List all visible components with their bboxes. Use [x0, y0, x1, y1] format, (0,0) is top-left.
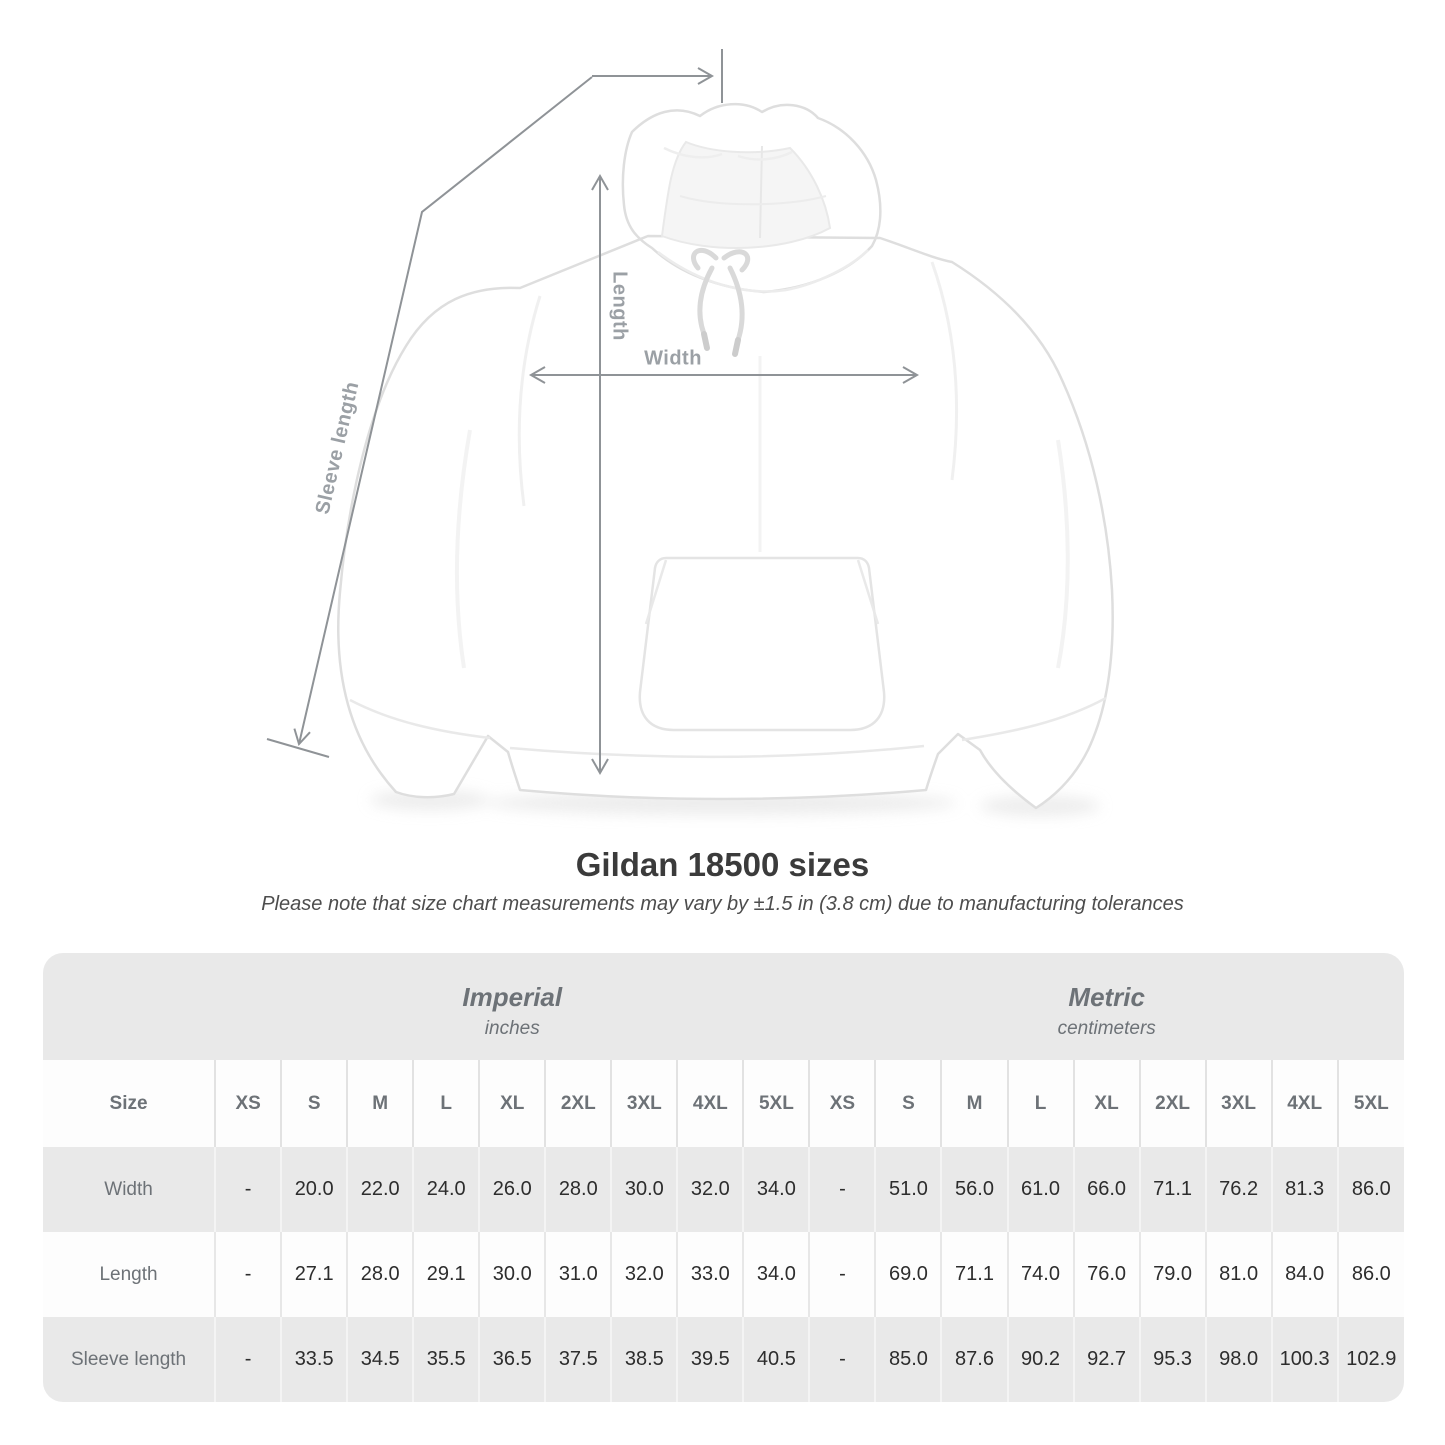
row-label: Length — [99, 1263, 158, 1285]
length-imperial-value: - — [215, 1232, 281, 1317]
size-table — [43, 953, 1404, 1402]
length-imperial-value: 27.1 — [281, 1232, 347, 1317]
sleeve-imperial-value: 38.5 — [611, 1317, 677, 1402]
page-title: Gildan 18500 sizes — [575, 846, 870, 883]
sleeve-imperial-value: 39.5 — [677, 1317, 743, 1402]
sleeve-length-label: Sleeve length — [311, 379, 364, 517]
size-header-metric: 3XL — [1206, 1060, 1272, 1147]
sleeve-metric-value: 85.0 — [875, 1317, 941, 1402]
sleeve-metric-value: 98.0 — [1206, 1317, 1272, 1402]
sleeve-imperial-value: 34.5 — [347, 1317, 413, 1402]
size-header-metric: S — [875, 1060, 941, 1147]
length-metric-value: - — [809, 1232, 875, 1317]
sleeve-imperial-value: - — [215, 1317, 281, 1402]
sleeve-metric-value: 102.9 — [1338, 1317, 1404, 1402]
size-header-metric: 4XL — [1272, 1060, 1338, 1147]
length-metric-value: 79.0 — [1140, 1232, 1206, 1317]
width-metric-value: 56.0 — [941, 1147, 1007, 1232]
length-label: Length — [608, 271, 631, 341]
width-imperial-value: 26.0 — [479, 1147, 545, 1232]
size-header-imperial: S — [281, 1060, 347, 1147]
metric-group-header — [809, 953, 1404, 1060]
width-imperial-value: - — [215, 1147, 281, 1232]
length-imperial-value: 33.0 — [677, 1232, 743, 1317]
tolerance-note: Please note that size chart measurements may vary by ±1.5 in (3.8 cm) due to manufacturing tolerances — [261, 893, 1184, 915]
length-metric-value: 86.0 — [1338, 1232, 1404, 1317]
length-imperial-value: 28.0 — [347, 1232, 413, 1317]
imperial-group-header — [215, 953, 809, 1060]
length-imperial-value: 34.0 — [743, 1232, 809, 1317]
length-imperial-value: 30.0 — [479, 1232, 545, 1317]
imperial-group-name: Imperial — [462, 981, 563, 1012]
width-label: Width — [644, 347, 702, 370]
sleeve-imperial-value: 40.5 — [743, 1317, 809, 1402]
width-imperial-value: 32.0 — [677, 1147, 743, 1232]
width-metric-value: 61.0 — [1008, 1147, 1074, 1232]
length-metric-value: 71.1 — [941, 1232, 1007, 1317]
sleeve-metric-value: 87.6 — [941, 1317, 1007, 1402]
size-header-imperial: 4XL — [677, 1060, 743, 1147]
band-spacer — [43, 953, 215, 1060]
size-header-metric: 5XL — [1338, 1060, 1404, 1147]
size-header-metric: XL — [1074, 1060, 1140, 1147]
length-imperial-value: 29.1 — [413, 1232, 479, 1317]
length-metric-value: 69.0 — [875, 1232, 941, 1317]
width-metric-value: 86.0 — [1338, 1147, 1404, 1232]
size-header-imperial: XS — [215, 1060, 281, 1147]
size-header-metric: L — [1008, 1060, 1074, 1147]
width-imperial-value: 20.0 — [281, 1147, 347, 1232]
size-header-metric: M — [941, 1060, 1007, 1147]
width-imperial-value: 28.0 — [545, 1147, 611, 1232]
size-header-imperial: XL — [479, 1060, 545, 1147]
length-imperial-value: 31.0 — [545, 1232, 611, 1317]
sleeve-metric-value: 100.3 — [1272, 1317, 1338, 1402]
length-metric-value: 74.0 — [1008, 1232, 1074, 1317]
unit-group-row — [43, 953, 1404, 1060]
width-metric-value: - — [809, 1147, 875, 1232]
size-column-header: Size — [109, 1092, 148, 1114]
row-label: Width — [104, 1178, 153, 1200]
metric-group-unit: centimeters — [1057, 1018, 1156, 1040]
metric-group-name: Metric — [1068, 981, 1145, 1012]
length-row — [43, 1232, 1404, 1317]
sleeve-metric-value: 95.3 — [1140, 1317, 1206, 1402]
size-header-imperial: M — [347, 1060, 413, 1147]
width-imperial-value: 34.0 — [743, 1147, 809, 1232]
sleeve-imperial-value: 36.5 — [479, 1317, 545, 1402]
sleeve-metric-value: - — [809, 1317, 875, 1402]
width-row — [43, 1147, 1404, 1232]
sleeve-length-row — [43, 1317, 1404, 1402]
length-metric-value: 76.0 — [1074, 1232, 1140, 1317]
sleeve-imperial-value: 35.5 — [413, 1317, 479, 1402]
width-metric-value: 81.3 — [1272, 1147, 1338, 1232]
size-header-imperial: 5XL — [743, 1060, 809, 1147]
sleeve-metric-value: 90.2 — [1008, 1317, 1074, 1402]
length-metric-value: 81.0 — [1206, 1232, 1272, 1317]
sleeve-metric-value: 92.7 — [1074, 1317, 1140, 1402]
width-imperial-value: 30.0 — [611, 1147, 677, 1232]
length-imperial-value: 32.0 — [611, 1232, 677, 1317]
hoodie-pocket — [640, 558, 884, 730]
width-metric-value: 51.0 — [875, 1147, 941, 1232]
length-metric-value: 84.0 — [1272, 1232, 1338, 1317]
size-header-metric: XS — [809, 1060, 875, 1147]
sleeve-imperial-value: 33.5 — [281, 1317, 347, 1402]
sleeve-imperial-value: 37.5 — [545, 1317, 611, 1402]
size-header-imperial: L — [413, 1060, 479, 1147]
imperial-group-unit: inches — [484, 1018, 540, 1040]
size-header-imperial: 2XL — [545, 1060, 611, 1147]
size-header-imperial: 3XL — [611, 1060, 677, 1147]
row-label: Sleeve length — [70, 1348, 187, 1370]
width-metric-value: 66.0 — [1074, 1147, 1140, 1232]
size-header-row — [43, 1060, 1404, 1147]
width-metric-value: 76.2 — [1206, 1147, 1272, 1232]
width-imperial-value: 24.0 — [413, 1147, 479, 1232]
size-header-metric: 2XL — [1140, 1060, 1206, 1147]
width-imperial-value: 22.0 — [347, 1147, 413, 1232]
width-metric-value: 71.1 — [1140, 1147, 1206, 1232]
